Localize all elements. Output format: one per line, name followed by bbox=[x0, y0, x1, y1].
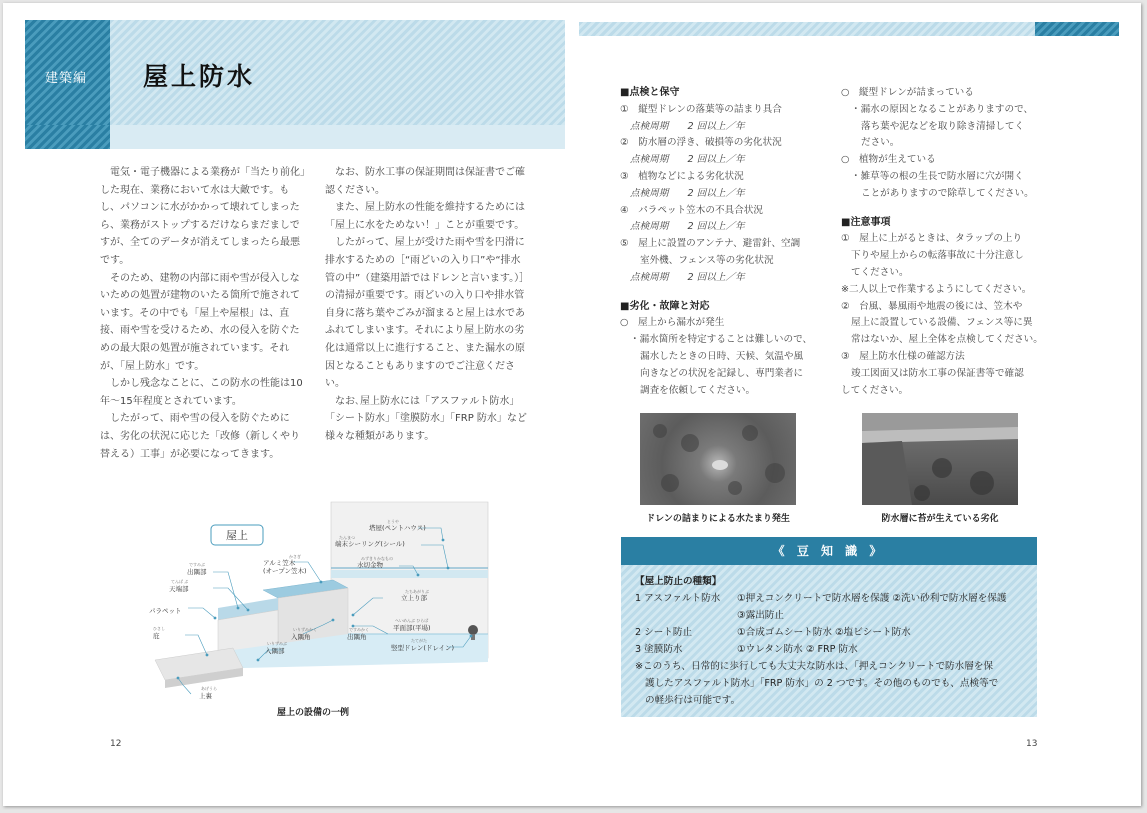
inspection-item: ② 防水層の浮き、破損等の劣化状況 bbox=[620, 137, 782, 149]
label-hisashi: 庇 bbox=[153, 632, 160, 640]
paragraph: また、屋上防水の性能を維持するためには「屋上に水をためない！」ことが重要です。 bbox=[325, 202, 525, 231]
page-spread bbox=[3, 3, 1141, 806]
trivia-desc: ③露出防止 bbox=[737, 610, 784, 621]
paragraph: したがって、屋上が受けた雨や雪を円滑に排水するための［“雨どいの入り口”や“排水管の中”（建築用語ではドレンと言います。）］の清掃が重要です。雨どいの入り口や排水管自身に落ち葉やごみが溜まると屋上は水であふれてしまいます。それにより屋上防水の劣化は通常以上に進行すること、また漏水の原因となることもありますのでご注意ください。 bbox=[325, 237, 530, 390]
trivia-name: 1 アスファルト防水 bbox=[635, 593, 721, 604]
label-dezumi-kaku: 出隅角 bbox=[347, 633, 367, 641]
ruby: みずきりかなもの bbox=[361, 556, 393, 561]
ruby: たてがた bbox=[411, 638, 427, 643]
photo2-caption: 防水層に苔が生えている劣化 bbox=[881, 514, 999, 524]
page-number-left: 12 bbox=[110, 739, 122, 749]
ruby: てんば ぶ bbox=[171, 579, 189, 584]
trivia-heading: 【屋上防止の種類】 bbox=[635, 576, 722, 587]
ruby: いりずみかく bbox=[293, 627, 317, 632]
moss-photo bbox=[862, 413, 1018, 505]
trivia-row bbox=[635, 624, 998, 641]
caution-line: 常はないか、屋上全体を点検してください。 bbox=[851, 334, 1043, 346]
caution-line: してください。 bbox=[841, 384, 909, 396]
failure-line: ○ 屋上から漏水が発生 bbox=[620, 317, 725, 329]
label-tachiagari: 立上り部 bbox=[401, 594, 427, 602]
caution-line: 屋上に設置している設備、フェンス等に異 bbox=[851, 317, 1033, 329]
label-dezumi: 出隅部 bbox=[187, 568, 207, 576]
trivia-box bbox=[621, 565, 1037, 717]
trivia-row bbox=[635, 590, 1007, 607]
page-title: 屋上防水 bbox=[143, 62, 256, 91]
failure-line: ○ 縦型ドレンが詰まっている bbox=[841, 87, 974, 98]
page-number-right: 13 bbox=[1026, 739, 1038, 749]
failure-line: ことがありますので除草してください。 bbox=[861, 187, 1034, 199]
drain-puddle-photo bbox=[640, 413, 796, 505]
section-heading: ■点検と保守 bbox=[620, 87, 680, 98]
caution-line: ※二人以上で作業するようにしてください。 bbox=[841, 283, 1032, 295]
trivia-note: の軽歩行は可能です。 bbox=[645, 695, 741, 706]
ruby: たんまつ bbox=[339, 535, 355, 540]
label-kasagi-sub: (オープン笠木) bbox=[263, 567, 307, 575]
label-touya: 塔屋(ペントハウス) bbox=[369, 524, 426, 532]
inspection-item: ④ パラペット笠木の不具合状況 bbox=[620, 204, 763, 216]
inspection-period: 点検周期 2 回以上／年 bbox=[630, 271, 745, 283]
failure-line: ・漏水の原因となることがありますので、 bbox=[851, 103, 1034, 115]
category-label: 建築編 bbox=[45, 71, 88, 86]
diagram-caption: 屋上の設備の一例 bbox=[276, 708, 349, 718]
label-kasagi: アルミ笠木 bbox=[263, 559, 296, 567]
trivia-name: 2 シート防止 bbox=[635, 627, 693, 638]
failure-line: 漏水したときの日時、天候、気温や風 bbox=[640, 350, 804, 362]
roof-diagram bbox=[143, 500, 493, 700]
inspection-period: 点検周期 2 回以上／年 bbox=[630, 120, 745, 132]
inspection-item: ⑤ 屋上に設置のアンテナ、避雷針、空調 bbox=[620, 238, 801, 250]
label-sealing: 端末シーリング(シール) bbox=[335, 540, 405, 548]
trivia-row bbox=[635, 607, 998, 624]
trivia-row bbox=[635, 641, 998, 658]
label-uwanuri: 上裏 bbox=[199, 692, 212, 700]
failure-line: ○ 植物が生えている bbox=[841, 154, 936, 166]
right-column-2 bbox=[841, 85, 1041, 399]
inspection-period: 点検周期 2 回以上／年 bbox=[630, 154, 745, 166]
ruby: たちあがりぶ bbox=[405, 589, 429, 594]
caution-line: ① 屋上に上がるときは、タラップの上り bbox=[841, 233, 1023, 245]
sub-band-light bbox=[110, 125, 565, 149]
caution-line: ② 台風、暴風雨や地震の後には、笠木や bbox=[841, 300, 1023, 312]
label-heimen: 平面部(平場) bbox=[393, 624, 431, 632]
inspection-item-cont: 室外機、フェンス等の劣化状況 bbox=[640, 254, 774, 266]
paragraph: しかし残念なことに、この防水の性能は10年〜15年程度とされています。 bbox=[100, 378, 303, 407]
trivia-note: ※このうち、日常的に歩行しても大丈夫な防水は、「押えコンクリートで防水層を保 bbox=[635, 661, 994, 672]
paragraph: 電気・電子機器による業務が「当たり前化」した現在、業務において水は大敵です。もし、パソコンに水がかかって壊れてしまったら、業務がストップするだけならまだましですが、全てのデータが消えてしまったら最悪です。 bbox=[100, 167, 305, 266]
trivia-desc: ①合成ゴムシート防水 ②塩ビシート防水 bbox=[737, 627, 911, 638]
caution-line: ③ 屋上防水仕様の確認方法 bbox=[841, 350, 965, 362]
label-parapet: パラペット bbox=[149, 607, 182, 615]
ruby: とうや bbox=[387, 519, 399, 524]
ruby: いりずみぶ bbox=[267, 641, 287, 646]
trivia-desc: ①押えコンクリートで防水層を保護 ②洗い砂利で防水層を保護 bbox=[737, 593, 1007, 604]
failure-line: 向きなどの状況を記録し、専門業者に bbox=[640, 367, 804, 379]
failure-line: ・漏水箇所を特定することは難しいので、 bbox=[630, 334, 813, 346]
label-drain: 竪型ドレン(ドレイン) bbox=[391, 644, 455, 652]
caution-line: 下りや屋上からの転落事故に十分注意し bbox=[851, 250, 1024, 262]
ruby: ですみかく bbox=[349, 627, 369, 632]
paragraph: そのため、建物の内部に雨や雪が侵入しないための処置が建物のいたる箇所で施されています。その中でも「屋上や屋根」は、直接、雨や雪を受けるため、水の侵入を防ぐための最大限の処置が施されています。それが、「屋上防水」です。 bbox=[100, 272, 300, 372]
caution-line: 竣工図面又は防水工事の保証書等で確認 bbox=[851, 367, 1024, 379]
diagram-box-label: 屋上 bbox=[226, 529, 248, 542]
label-tenba: 天端部 bbox=[169, 585, 189, 593]
paragraph: なお、防水工事の保証期間は保証書でご確認ください。 bbox=[325, 167, 525, 196]
ruby: かさぎ bbox=[289, 554, 301, 559]
top-band-light bbox=[579, 22, 1035, 36]
ruby: へいめんぶ ひらば bbox=[395, 618, 429, 623]
label-irizumi-kaku: 入隅角 bbox=[291, 633, 311, 641]
ruby: ですみぶ bbox=[189, 562, 205, 567]
trivia-desc: ①ウレタン防水 ② FRP 防水 bbox=[737, 644, 858, 655]
trivia-title: 《 豆 知 識 》 bbox=[621, 537, 1037, 565]
ruby: あげうら bbox=[201, 686, 217, 691]
paragraph: なお､屋上防水には「アスファルト防水」「シート防水」「塗膜防水」「FRP 防水」など様々な種類があります。 bbox=[325, 395, 527, 442]
failure-line: 落ち葉や泥などを取り除き清掃してく bbox=[861, 120, 1025, 132]
left-column-2 bbox=[325, 164, 530, 446]
trivia-note: 護したアスファルト防水」「FRP 防水」の 2 つです。その他のものでも、点検等で bbox=[645, 678, 999, 689]
inspection-period: 点検周期 2 回以上／年 bbox=[630, 187, 745, 199]
sub-band-dark bbox=[25, 125, 110, 149]
inspection-item: ③ 植物などによる劣化状況 bbox=[620, 170, 744, 182]
section-heading: ■注意事項 bbox=[841, 216, 891, 228]
section-heading: ■劣化・故障と対応 bbox=[620, 300, 710, 312]
top-band-dark bbox=[1035, 22, 1119, 36]
failure-line: ・雑草等の根の生長で防水層に穴が開く bbox=[851, 170, 1024, 182]
inspection-item: ① 縦型ドレンの落葉等の詰まり具合 bbox=[620, 103, 782, 115]
paragraph: したがって、雨や雪の侵入を防ぐためには、劣化の状況に応じた「改修（新しくやり替える）工事」が必要になってきます。 bbox=[100, 413, 300, 460]
right-column-1 bbox=[620, 85, 835, 399]
failure-line: 調査を依頼してください。 bbox=[640, 384, 756, 396]
title-band bbox=[110, 20, 565, 125]
ruby: ひさし bbox=[153, 626, 165, 631]
trivia-name: 3 塗膜防水 bbox=[635, 644, 683, 655]
left-column-1 bbox=[100, 164, 305, 463]
inspection-period: 点検周期 2 回以上／年 bbox=[630, 221, 745, 233]
caution-line: てください。 bbox=[851, 266, 909, 278]
label-irizumi: 入隅部 bbox=[265, 647, 285, 655]
category-band bbox=[25, 20, 110, 125]
label-mizukiri: 水切金物 bbox=[357, 561, 383, 569]
failure-line: ださい。 bbox=[861, 137, 900, 149]
photo1-caption: ドレンの詰まりによる水たまり発生 bbox=[646, 514, 790, 524]
